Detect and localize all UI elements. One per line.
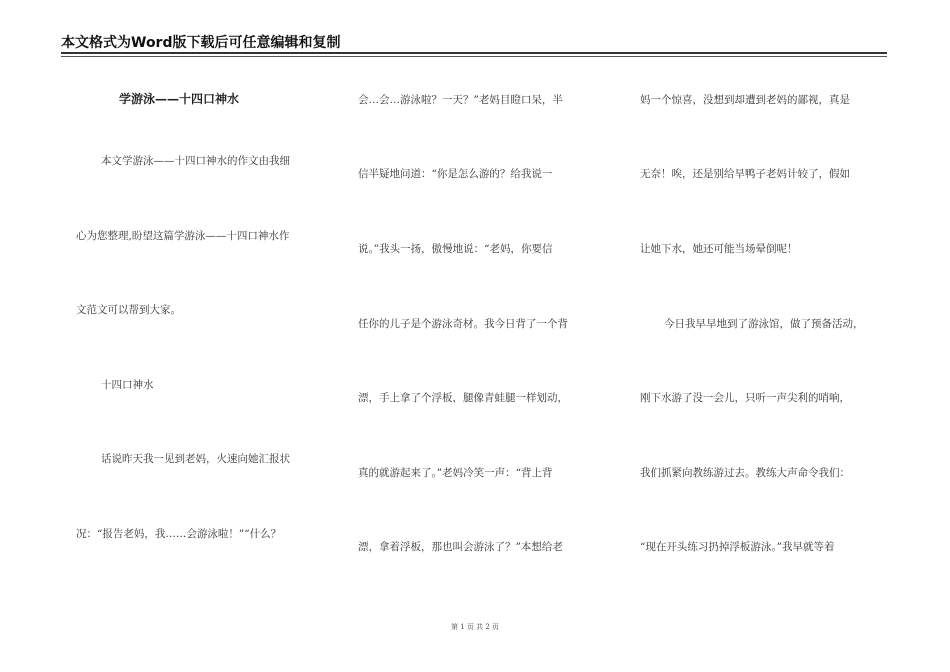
paragraph-line: 况：“报告老妈，我……会游泳啦！”“什么？ [76, 528, 282, 540]
paragraph-line: 无奈！唉，还是别给旱鸭子老妈计较了，假如 [640, 168, 850, 180]
paragraph-line: 会…会…游泳啦？一天？”老妈目瞪口呆，半 [358, 94, 563, 106]
section-heading: 十四口神水 [101, 379, 154, 391]
paragraph-line: 话说昨天我一见到老妈，火速向她汇报状 [101, 453, 290, 465]
text-column-2 [356, 0, 606, 672]
page-number: 第 1 页 共 2 页 [450, 623, 500, 631]
article-title: 学游泳——十四口神水 [119, 92, 240, 106]
paragraph-line: 妈一个惊喜，没想到却遭到老妈的鄙视，真是 [640, 94, 850, 106]
paragraph-line: 文范文可以帮到大家。 [76, 304, 181, 316]
text-column-3 [638, 0, 888, 672]
paragraph-line: 漂，拿着浮板，那也叫会游泳了？”本想给老 [358, 541, 563, 553]
header-notice-text: 本文格式为Word版下载后可任意编辑和复制 [61, 35, 341, 51]
paragraph-line: 本文学游泳——十四口神水的作文由我细 [101, 155, 290, 167]
paragraph-line: 今日我早早地到了游泳馆，做了预备活动， [664, 318, 864, 330]
paragraph-line: 我们抓紧向教练游过去。教练大声命令我们： [640, 467, 850, 479]
paragraph-line: “现在开头练习扔掉浮板游泳。”我早就等着 [640, 541, 835, 553]
paragraph-line: 漂，手上拿了个浮板，腿像青蛙腿一样划动， [358, 392, 568, 404]
text-column-1 [74, 0, 324, 672]
paragraph-line: 让她下水，她还可能当场晕倒呢！ [640, 243, 798, 255]
paragraph-line: 信半疑地问道：“你是怎么游的？给我说一 [358, 168, 553, 180]
paragraph-line: 心为您整理,盼望这篇学游泳——十四口神水作 [76, 230, 290, 242]
paragraph-line: 真的就游起来了。”老妈冷笑一声：“背上背 [358, 467, 553, 479]
paragraph-line: 刚下水游了没一会儿，只听一声尖利的哨响， [640, 392, 850, 404]
paragraph-line: 说。”我头一扬，傲慢地说：“老妈，你要信 [358, 243, 553, 255]
paragraph-line: 任你的儿子是个游泳奇材。我今日背了一个背 [358, 318, 568, 330]
